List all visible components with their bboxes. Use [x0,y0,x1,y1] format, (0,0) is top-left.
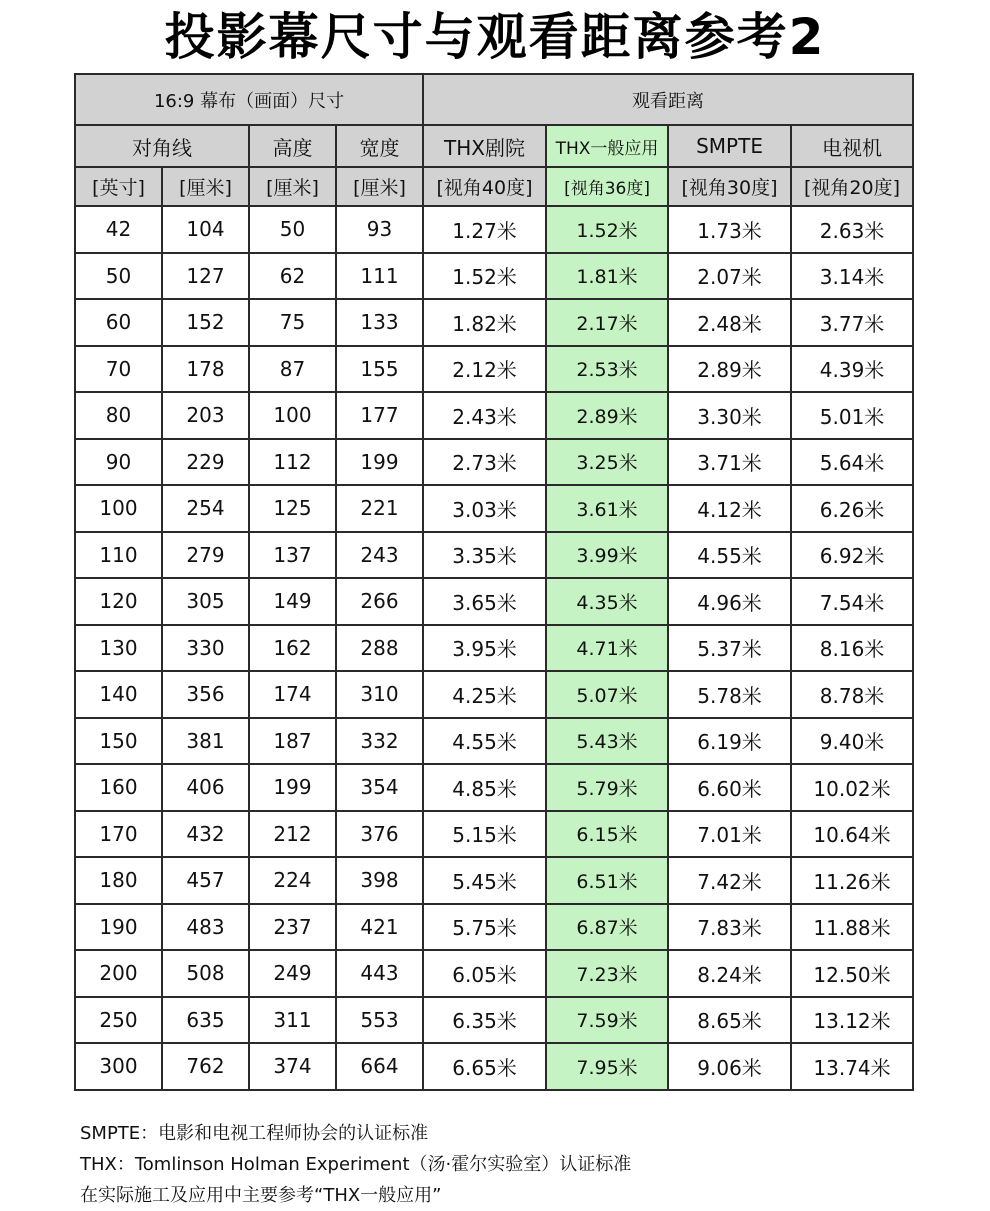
diagonal-cm-cell: 381 [162,718,249,765]
diagonal-cm-cell: 356 [162,671,249,718]
table-body [75,74,913,1090]
tv-distance-cell: 8.16米 [791,625,913,672]
thx-cinema-distance-cell: 1.27米 [423,206,546,253]
thx-general-distance-cell: 3.25米 [546,439,668,486]
thx-general-distance-cell: 2.17米 [546,299,668,346]
diagonal-column-header: 对角线 [75,125,249,167]
diagonal-inch-cell: 42 [75,206,162,253]
thx-cinema-distance-cell: 3.65米 [423,578,546,625]
thx-general-distance-cell: 7.95米 [546,1043,668,1090]
diagonal-inch-cell: 110 [75,532,162,579]
thx-cinema-distance-cell: 5.45米 [423,857,546,904]
diagonal-cm-cell: 178 [162,346,249,393]
diagonal-inch-cell: 300 [75,1043,162,1090]
thx-cinema-distance-cell: 2.73米 [423,439,546,486]
table-row [75,671,913,718]
column-header-row [75,125,913,167]
width-cm-cell: 398 [336,857,423,904]
diagonal-cm-cell: 229 [162,439,249,486]
height-cm-cell: 311 [249,997,336,1044]
distance-group-header: 观看距离 [423,74,913,125]
note-recommendation: 在实际施工及应用中主要参考“THX一般应用” [80,1185,442,1206]
smpte-distance-cell: 7.01米 [668,811,791,858]
tv-distance-cell: 10.64米 [791,811,913,858]
width-cm-cell: 443 [336,950,423,997]
unit-cm-diagonal: [厘米] [162,167,249,206]
thx-cinema-distance-cell: 1.82米 [423,299,546,346]
smpte-distance-cell: 3.71米 [668,439,791,486]
smpte-distance-cell: 2.07米 [668,253,791,300]
note-smpte: SMPTE：电影和电视工程师协会的认证标准 [80,1123,429,1144]
height-cm-cell: 75 [249,299,336,346]
diagonal-inch-cell: 160 [75,764,162,811]
smpte-distance-cell: 6.60米 [668,764,791,811]
group-header-row [75,74,913,125]
width-cm-cell: 332 [336,718,423,765]
table-row [75,764,913,811]
height-cm-cell: 112 [249,439,336,486]
diagonal-inch-cell: 50 [75,253,162,300]
size-group-header: 16:9 幕布（画面）尺寸 [75,74,423,125]
thx-cinema-distance-cell: 3.03米 [423,485,546,532]
diagonal-cm-cell: 432 [162,811,249,858]
smpte-distance-cell: 9.06米 [668,1043,791,1090]
height-cm-cell: 149 [249,578,336,625]
table-row [75,1043,913,1090]
tv-distance-cell: 11.88米 [791,904,913,951]
table-row [75,346,913,393]
smpte-distance-cell: 8.24米 [668,950,791,997]
thx-cinema-column-header: THX剧院 [423,125,546,167]
smpte-distance-cell: 2.48米 [668,299,791,346]
table-row [75,625,913,672]
diagonal-cm-cell: 508 [162,950,249,997]
height-cm-cell: 50 [249,206,336,253]
tv-distance-cell: 6.26米 [791,485,913,532]
width-cm-cell: 243 [336,532,423,579]
diagonal-cm-cell: 152 [162,299,249,346]
smpte-distance-cell: 2.89米 [668,346,791,393]
unit-cm-height: [厘米] [249,167,336,206]
diagonal-cm-cell: 330 [162,625,249,672]
thx-general-distance-cell: 5.43米 [546,718,668,765]
diagonal-cm-cell: 254 [162,485,249,532]
diagonal-cm-cell: 457 [162,857,249,904]
diagonal-cm-cell: 305 [162,578,249,625]
width-cm-cell: 155 [336,346,423,393]
smpte-distance-cell: 4.12米 [668,485,791,532]
table-row [75,718,913,765]
diagonal-inch-cell: 120 [75,578,162,625]
table-row [75,950,913,997]
height-column-header: 高度 [249,125,336,167]
tv-distance-cell: 2.63米 [791,206,913,253]
diagonal-cm-cell: 104 [162,206,249,253]
table-row [75,857,913,904]
diagonal-inch-cell: 190 [75,904,162,951]
thx-cinema-distance-cell: 3.35米 [423,532,546,579]
width-column-header: 宽度 [336,125,423,167]
thx-general-distance-cell: 6.15米 [546,811,668,858]
thx-general-distance-cell: 4.71米 [546,625,668,672]
width-cm-cell: 133 [336,299,423,346]
width-cm-cell: 354 [336,764,423,811]
height-cm-cell: 249 [249,950,336,997]
width-cm-cell: 288 [336,625,423,672]
width-cm-cell: 111 [336,253,423,300]
tv-distance-cell: 3.14米 [791,253,913,300]
smpte-distance-cell: 6.19米 [668,718,791,765]
thx-general-distance-cell: 1.81米 [546,253,668,300]
smpte-distance-cell: 8.65米 [668,997,791,1044]
unit-cm-width: [厘米] [336,167,423,206]
table-row [75,532,913,579]
diagonal-cm-cell: 762 [162,1043,249,1090]
table-row [75,997,913,1044]
width-cm-cell: 199 [336,439,423,486]
height-cm-cell: 162 [249,625,336,672]
diagonal-inch-cell: 200 [75,950,162,997]
table-row [75,439,913,486]
thx-general-distance-cell: 4.35米 [546,578,668,625]
diagonal-inch-cell: 80 [75,392,162,439]
tv-distance-cell: 13.74米 [791,1043,913,1090]
height-cm-cell: 187 [249,718,336,765]
thx-cinema-distance-cell: 4.55米 [423,718,546,765]
thx-general-column-header: THX一般应用 [546,125,668,167]
thx-cinema-distance-cell: 4.25米 [423,671,546,718]
tv-distance-cell: 12.50米 [791,950,913,997]
diagonal-inch-cell: 170 [75,811,162,858]
thx-general-distance-cell: 2.89米 [546,392,668,439]
table-row [75,206,913,253]
note-thx: THX：Tomlinson Holman Experiment（汤·霍尔实验室）认证标准 [80,1154,632,1175]
smpte-distance-cell: 4.55米 [668,532,791,579]
table-row [75,299,913,346]
diagonal-inch-cell: 130 [75,625,162,672]
smpte-distance-cell: 7.83米 [668,904,791,951]
diagonal-cm-cell: 635 [162,997,249,1044]
thx-cinema-distance-cell: 5.15米 [423,811,546,858]
thx-cinema-distance-cell: 1.52米 [423,253,546,300]
diagonal-inch-cell: 140 [75,671,162,718]
smpte-column-header: SMPTE [668,125,791,167]
tv-column-header: 电视机 [791,125,913,167]
thx-cinema-distance-cell: 6.35米 [423,997,546,1044]
smpte-distance-cell: 3.30米 [668,392,791,439]
thx-general-distance-cell: 5.79米 [546,764,668,811]
height-cm-cell: 374 [249,1043,336,1090]
tv-distance-cell: 5.01米 [791,392,913,439]
height-cm-cell: 62 [249,253,336,300]
unit-angle-40: [视角40度] [423,167,546,206]
thx-general-distance-cell: 6.51米 [546,857,668,904]
height-cm-cell: 224 [249,857,336,904]
table-row [75,253,913,300]
thx-general-distance-cell: 5.07米 [546,671,668,718]
tv-distance-cell: 8.78米 [791,671,913,718]
width-cm-cell: 177 [336,392,423,439]
width-cm-cell: 421 [336,904,423,951]
unit-angle-36: [视角36度] [546,167,668,206]
width-cm-cell: 664 [336,1043,423,1090]
thx-general-distance-cell: 7.59米 [546,997,668,1044]
smpte-distance-cell: 5.78米 [668,671,791,718]
thx-general-distance-cell: 6.87米 [546,904,668,951]
tv-distance-cell: 13.12米 [791,997,913,1044]
unit-angle-20: [视角20度] [791,167,913,206]
height-cm-cell: 87 [249,346,336,393]
diagonal-inch-cell: 100 [75,485,162,532]
thx-general-distance-cell: 3.61米 [546,485,668,532]
diagonal-cm-cell: 127 [162,253,249,300]
table-row [75,578,913,625]
diagonal-cm-cell: 483 [162,904,249,951]
diagonal-inch-cell: 70 [75,346,162,393]
thx-cinema-distance-cell: 3.95米 [423,625,546,672]
width-cm-cell: 93 [336,206,423,253]
diagonal-inch-cell: 150 [75,718,162,765]
width-cm-cell: 376 [336,811,423,858]
thx-general-distance-cell: 7.23米 [546,950,668,997]
tv-distance-cell: 5.64米 [791,439,913,486]
smpte-distance-cell: 4.96米 [668,578,791,625]
height-cm-cell: 100 [249,392,336,439]
unit-row [75,167,913,206]
footnotes [80,1118,940,1211]
thx-cinema-distance-cell: 2.12米 [423,346,546,393]
diagonal-cm-cell: 279 [162,532,249,579]
width-cm-cell: 266 [336,578,423,625]
table-row [75,485,913,532]
thx-general-distance-cell: 3.99米 [546,532,668,579]
thx-cinema-distance-cell: 6.05米 [423,950,546,997]
height-cm-cell: 125 [249,485,336,532]
table-row [75,904,913,951]
tv-distance-cell: 9.40米 [791,718,913,765]
thx-cinema-distance-cell: 2.43米 [423,392,546,439]
thx-general-distance-cell: 1.52米 [546,206,668,253]
diagonal-inch-cell: 90 [75,439,162,486]
thx-cinema-distance-cell: 6.65米 [423,1043,546,1090]
diagonal-inch-cell: 180 [75,857,162,904]
tv-distance-cell: 6.92米 [791,532,913,579]
width-cm-cell: 553 [336,997,423,1044]
tv-distance-cell: 10.02米 [791,764,913,811]
page-title: 投影幕尺寸与观看距离参考2 [164,8,826,66]
table-row [75,811,913,858]
tv-distance-cell: 7.54米 [791,578,913,625]
diagonal-inch-cell: 60 [75,299,162,346]
height-cm-cell: 137 [249,532,336,579]
unit-angle-30: [视角30度] [668,167,791,206]
thx-cinema-distance-cell: 5.75米 [423,904,546,951]
table-row [75,392,913,439]
height-cm-cell: 212 [249,811,336,858]
smpte-distance-cell: 5.37米 [668,625,791,672]
diagonal-cm-cell: 203 [162,392,249,439]
thx-general-distance-cell: 2.53米 [546,346,668,393]
tv-distance-cell: 3.77米 [791,299,913,346]
unit-inch: [英寸] [75,167,162,206]
diagonal-inch-cell: 250 [75,997,162,1044]
smpte-distance-cell: 1.73米 [668,206,791,253]
diagonal-cm-cell: 406 [162,764,249,811]
height-cm-cell: 199 [249,764,336,811]
tv-distance-cell: 4.39米 [791,346,913,393]
width-cm-cell: 221 [336,485,423,532]
smpte-distance-cell: 7.42米 [668,857,791,904]
height-cm-cell: 174 [249,671,336,718]
tv-distance-cell: 11.26米 [791,857,913,904]
screen-size-distance-table [74,73,914,1091]
height-cm-cell: 237 [249,904,336,951]
width-cm-cell: 310 [336,671,423,718]
thx-cinema-distance-cell: 4.85米 [423,764,546,811]
